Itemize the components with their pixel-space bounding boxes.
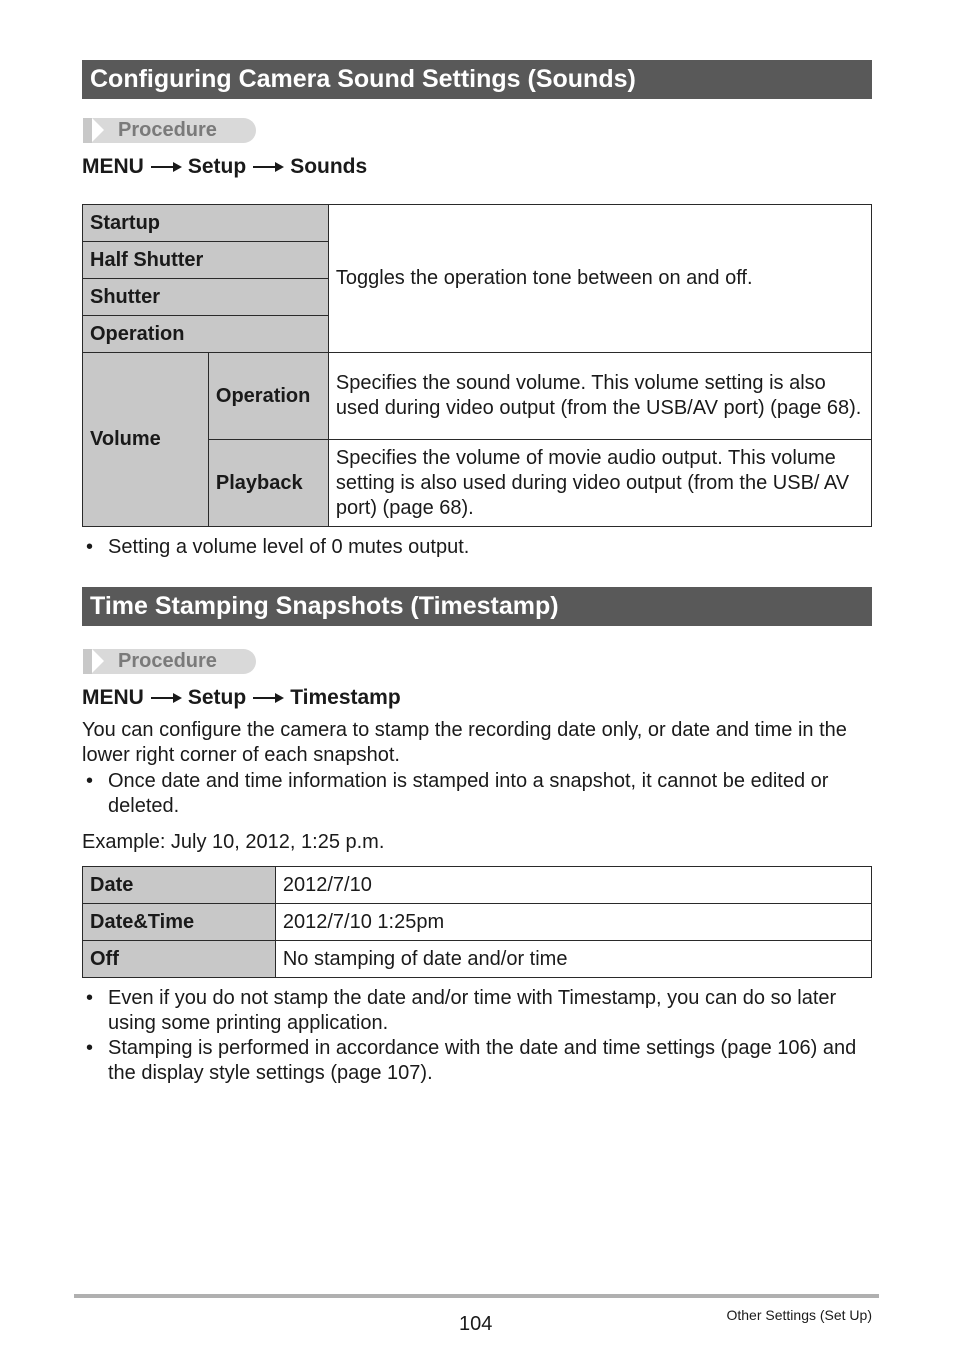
- timestamp-note-1: • Even if you do not stamp the date and/or time with Timestamp, you can do so later using some printing application.: [86, 987, 837, 1034]
- footer-section-title: Other Settings (Set Up): [726, 1307, 872, 1323]
- menu-step: Sounds: [290, 155, 368, 178]
- arrow-right-icon: [149, 691, 183, 705]
- row-label-startup: Startup: [83, 205, 329, 242]
- timestamp-example: Example: July 10, 2012, 1:25 p.m.: [82, 831, 385, 853]
- row-value-date-time: 2012/7/10 1:25pm: [275, 904, 871, 941]
- sounds-table: [82, 204, 872, 527]
- timestamp-note-2: • Stamping is performed in accordance with the date and time settings (page 106) and the display style settings (page 107).: [86, 1037, 857, 1084]
- row-value-off: No stamping of date and/or time: [275, 941, 871, 978]
- volume-operation-description: Specifies the sound volume. This volume setting is also used during video output (from the USB/AV port) (page 68).: [328, 353, 871, 440]
- menu-step: Timestamp: [290, 686, 401, 709]
- menu-step: Setup: [187, 686, 247, 709]
- arrow-right-icon: [251, 160, 285, 174]
- row-label-volume: Volume: [83, 353, 209, 527]
- row-label-half-shutter: Half Shutter: [83, 242, 329, 279]
- note-bullet: • Setting a volume level of 0 mutes output.: [86, 536, 470, 558]
- toggle-description: Toggles the operation tone between on and off.: [328, 205, 871, 353]
- section-title-timestamp: Time Stamping Snapshots (Timestamp): [82, 587, 872, 626]
- menu-step: MENU: [82, 155, 144, 178]
- page-number: 104: [459, 1313, 493, 1335]
- procedure-badge: [83, 118, 256, 143]
- menu-step: MENU: [82, 686, 144, 709]
- arrow-right-icon: [149, 160, 183, 174]
- arrow-right-icon: [251, 691, 285, 705]
- procedure-label: Procedure: [118, 650, 217, 672]
- menu-path-sounds: [82, 154, 367, 180]
- row-label-off: Off: [83, 941, 276, 978]
- row-label-shutter: Shutter: [83, 279, 329, 316]
- row-label-date-time: Date&Time: [83, 904, 276, 941]
- footer-rule: [74, 1294, 879, 1298]
- timestamp-bullet: • Once date and time information is stamped into a snapshot, it cannot be edited or deleted.: [86, 770, 829, 817]
- menu-step: Setup: [187, 155, 247, 178]
- timestamp-table: [82, 866, 872, 978]
- row-label-volume-playback: Playback: [208, 440, 328, 527]
- timestamp-intro: You can configure the camera to stamp the recording date only, or date and time in the lower right corner of each snapshot.: [82, 719, 847, 766]
- procedure-label: Procedure: [118, 119, 217, 141]
- section-title-sounds: Configuring Camera Sound Settings (Sounds): [82, 60, 872, 99]
- row-label-operation: Operation: [83, 316, 329, 353]
- row-value-date: 2012/7/10: [275, 867, 871, 904]
- row-label-volume-operation: Operation: [208, 353, 328, 440]
- volume-playback-description: Specifies the volume of movie audio output. This volume setting is also used during video output (from the USB/ AV port) (page 68).: [328, 440, 871, 527]
- menu-path-timestamp: [82, 685, 401, 711]
- procedure-badge: [83, 649, 256, 674]
- row-label-date: Date: [83, 867, 276, 904]
